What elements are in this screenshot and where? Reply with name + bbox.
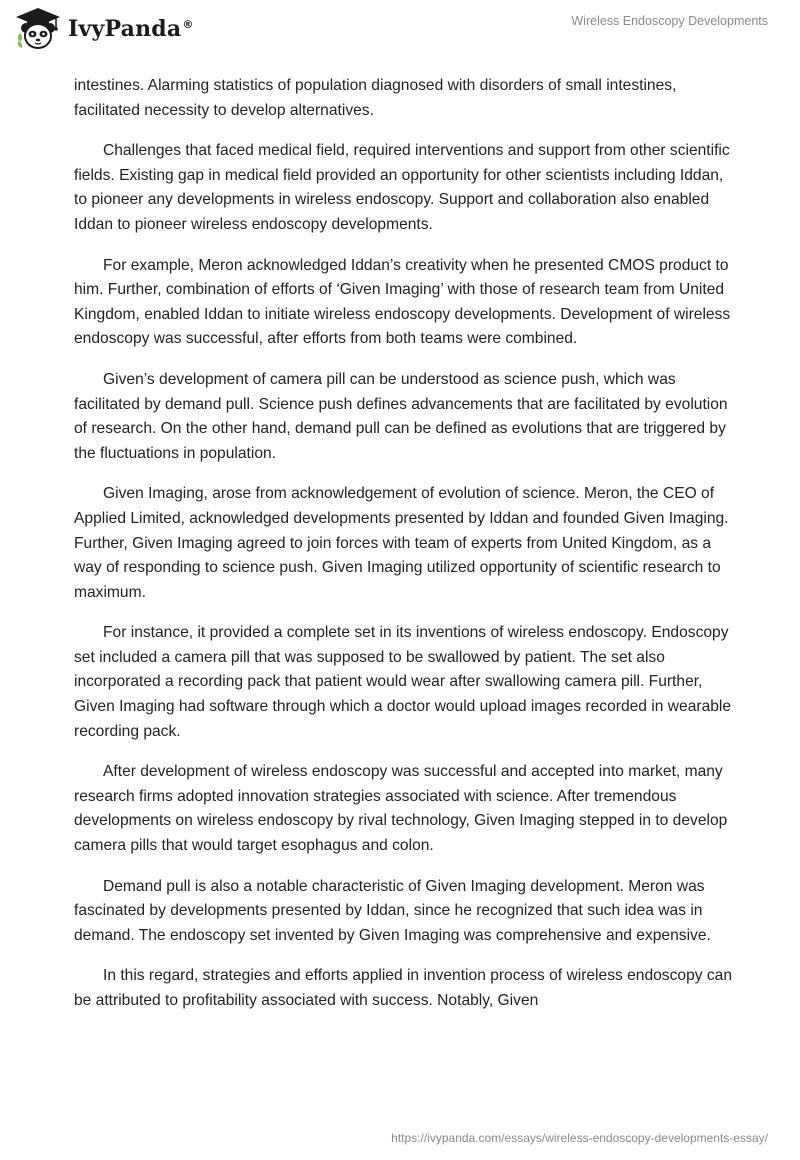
registered-mark: ®: [182, 17, 194, 31]
panda-graduate-icon: [14, 6, 62, 52]
document-title: Wireless Endoscopy Developments: [571, 14, 768, 28]
paragraph: For instance, it provided a complete set in its inventions of wireless endoscopy. Endoscopy set included a camera pill that was supposed to be swallowed by patient. The set also incorporated a recording pack that patient would wear after swallowing camera pill. Further, Given Imaging had software through which a doctor would upload images recorded in wearable recording pack.: [74, 624, 732, 740]
paragraph: Given’s development of camera pill can be understood as science push, which was facilitated by demand pull. Science push defines advancements that are facilitated by evolution of research. On the other hand, demand pull can be defined as evolutions that are triggered by the fluctuations in population.: [74, 370, 728, 462]
paragraph: intestines. Alarming statistics of population diagnosed with disorders of small intestines, facilitated necessity to develop alternatives.: [74, 77, 677, 119]
paragraph: For example, Meron acknowledged Iddan’s creativity when he presented CMOS product to him. Further, combination of efforts of ‘Given Imaging’ with those of research team from United Kingdom, enabled Iddan to initiate wireless endoscopy developments. Development of wireless endoscopy was successful, after efforts from both teams were combined.: [74, 256, 731, 348]
paragraph: Given Imaging, arose from acknowledgement of evolution of science. Meron, the CEO of Applied Limited, acknowledged developments presented by Iddan and founded Given Imaging. Further, Given Imaging agreed to join forces with team of experts from United Kingdom, as a way of responding to science push. Given Imaging utilized opportunity of scientific research to maximum.: [74, 485, 729, 601]
paragraph: Demand pull is also a notable characteristic of Given Imaging development. Meron was fascinated by developments presented by Iddan, since he recognized that such idea was in demand. The endoscopy set invented by Given Imaging was comprehensive and expensive.: [74, 877, 711, 944]
paragraph: Challenges that faced medical field, required interventions and support from other scientific fields. Existing gap in medical field provided an opportunity for other scientists including Iddan, to pioneer any developments in wireless endoscopy. Support and collaboration also enabled Iddan to pioneer wireless endoscopy developments.: [74, 142, 730, 233]
essay-body: [74, 74, 734, 1030]
ivypanda-logo[interactable]: [14, 6, 194, 52]
brand-name: IvyPanda®: [68, 16, 194, 42]
source-url-link[interactable]: https://ivypanda.com/essays/wireless-endoscopy-developments-essay/: [391, 1131, 768, 1145]
paragraph: After development of wireless endoscopy was successful and accepted into market, many research firms adopted innovation strategies associated with science. After tremendous developments on wireless endoscopy by rival technology, Given Imaging stepped in to develop camera pills that would target esophagus and colon.: [74, 763, 728, 855]
page-header: [0, 0, 800, 70]
paragraph: In this regard, strategies and efforts applied in invention process of wireless endoscopy can be attributed to profitability associated with success. Notably, Given: [74, 967, 733, 1009]
